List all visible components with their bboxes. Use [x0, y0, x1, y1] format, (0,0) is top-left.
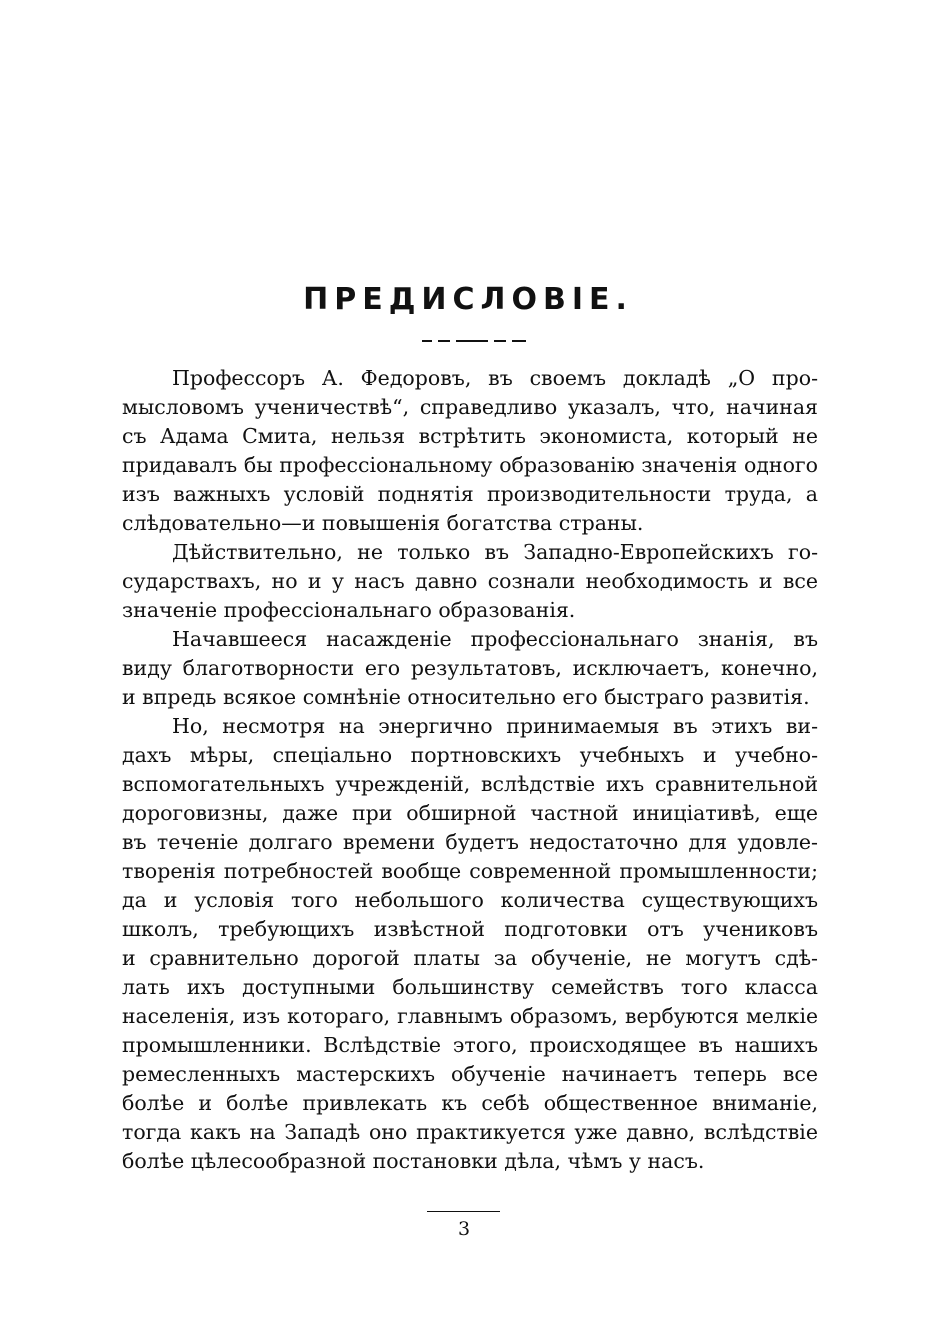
paragraph	[122, 712, 818, 1176]
text-line: слѣдовательно—и повышенія богатства страны.	[122, 511, 644, 535]
text-line: ремесленныхъ мастерскихъ обученіе начинаетъ теперь все	[122, 1062, 818, 1086]
title-ornament	[422, 340, 526, 342]
text-line: Дѣйствительно, не только въ Западно-Европейскихъ го-	[172, 540, 818, 564]
page-number-rule	[427, 1211, 500, 1212]
text-line: и впредь всякое сомнѣніе относительно его быстраго развитія.	[122, 685, 810, 709]
text-line: изъ важныхъ условій поднятія производительности труда, а	[122, 482, 818, 506]
text-line: промышленники. Вслѣдствіе этого, происходящее въ нашихъ	[122, 1033, 818, 1057]
page-title: ПРЕДИСЛОВІЕ.	[303, 282, 633, 317]
text-line: тогда какъ на Западѣ оно практикуется уже давно, вслѣдствіе	[122, 1120, 818, 1144]
text-line: въ теченіе долгаго времени будетъ недостаточно для удовле-	[122, 830, 818, 854]
text-line: дахъ мѣры, спеціально портновскихъ учебныхъ и учебно-	[122, 743, 818, 767]
text-line: Начавшееся насажденіе профессіональнаго знанія, въ	[172, 627, 818, 651]
text-line: сударствахъ, но и у насъ давно сознали необходимость и все	[122, 569, 818, 593]
paragraph	[122, 538, 818, 625]
text-line: творенія потребностей вообще современной промышленности;	[122, 859, 818, 883]
text-line: вспомогательныхъ учрежденій, вслѣдствіе ихъ сравнительной	[122, 772, 818, 796]
text-line: Профессоръ А. Федоровъ, въ своемъ докладѣ „О про-	[172, 366, 818, 390]
paragraph	[122, 625, 818, 712]
text-line: виду благотворности его результатовъ, исключаетъ, конечно,	[122, 656, 818, 680]
text-line: и сравнительно дорогой платы за обученіе, не могутъ сдѣ-	[122, 946, 818, 970]
text-line: придавалъ бы профессіональному образованію значенія одного	[122, 453, 818, 477]
text-line: мысловомъ ученичествѣ“, справедливо указалъ, что, начиная	[122, 395, 818, 419]
text-line: школъ, требующихъ извѣстной подготовки отъ учениковъ	[122, 917, 818, 941]
text-line: лать ихъ доступными большинству семействъ того класса	[122, 975, 818, 999]
paragraph	[122, 364, 818, 538]
page-number: 3	[457, 1218, 471, 1240]
text-line: да и условія того небольшого количества существующихъ	[122, 888, 818, 912]
text-line: значеніе профессіональнаго образованія.	[122, 598, 576, 622]
text-line: населенія, изъ котораго, главнымъ образомъ, вербуются мелкіе	[122, 1004, 818, 1028]
body-text	[122, 364, 818, 1176]
text-line: Но, несмотря на энергично принимаемыя въ этихъ ви-	[172, 714, 818, 738]
text-line: съ Адама Смита, нельзя встрѣтить экономиста, который не	[122, 424, 818, 448]
text-line: болѣе цѣлесообразной постановки дѣла, чѣмъ у насъ.	[122, 1149, 705, 1173]
text-line: болѣе и болѣе привлекать къ себѣ общественное вниманіе,	[122, 1091, 818, 1115]
text-line: дороговизны, даже при обширной частной иниціативѣ, еще	[122, 801, 818, 825]
